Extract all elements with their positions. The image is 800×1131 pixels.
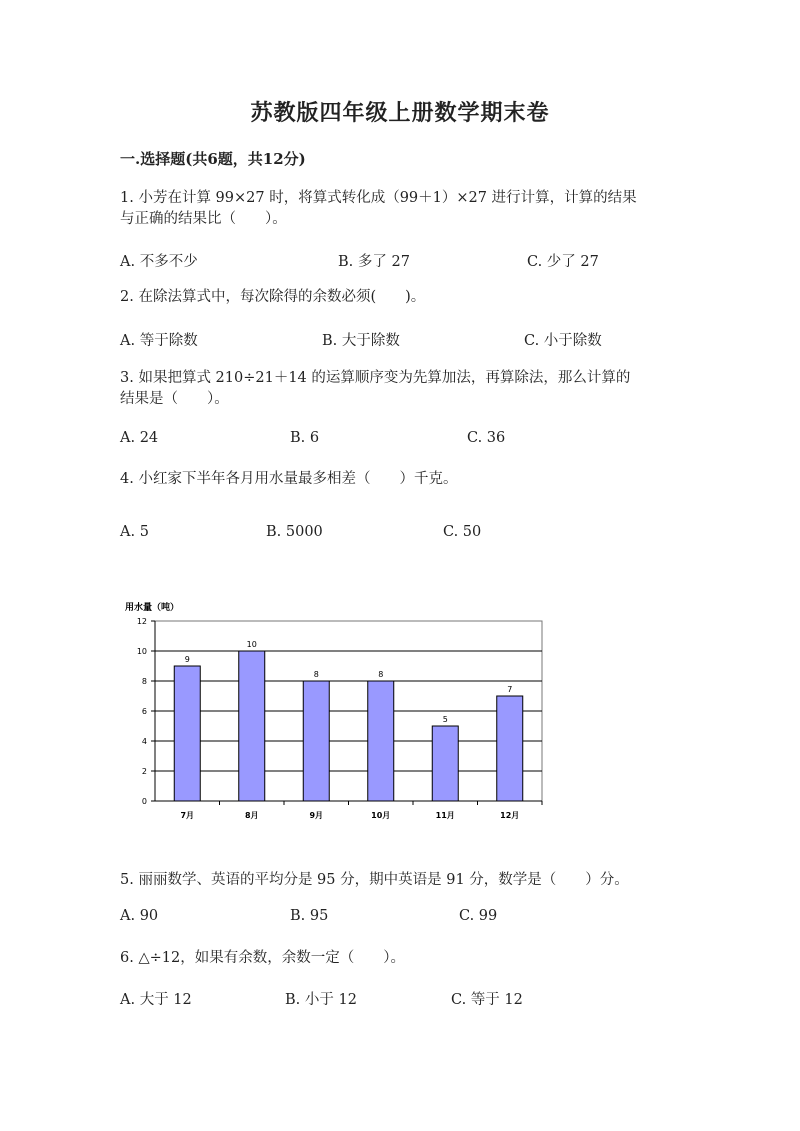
x-tick-label: 7月: [180, 811, 195, 820]
question-6-line-1: 6. △÷12，如果有余数，余数一定（ ）。: [120, 950, 405, 966]
question-6-option-a: A. 大于 12: [120, 992, 192, 1008]
question-3-option-a: A. 24: [120, 430, 159, 446]
question-4-line-1: 4. 小红家下半年各月用水量最多相差（ ）千克。: [120, 471, 458, 487]
y-tick-label: 10: [136, 647, 147, 656]
y-tick-label: 0: [141, 797, 147, 806]
x-tick-label: 12月: [500, 811, 520, 820]
y-tick-label: 2: [141, 767, 147, 776]
data-label: 10: [246, 640, 257, 649]
y-tick-label: 4: [141, 737, 147, 746]
question-1-option-a: A. 不多不少: [120, 254, 198, 270]
question-5-option-a: A. 90: [120, 908, 159, 924]
question-6-option-b: B. 小于 12: [285, 992, 357, 1008]
bar-11月: [432, 726, 458, 801]
data-label: 9: [184, 655, 190, 664]
section-heading: 一.选择题(共6题，共12分): [120, 150, 306, 168]
bar-8月: [239, 651, 265, 801]
question-1-option-c: C. 少了 27: [527, 254, 599, 270]
bar-9月: [303, 681, 329, 801]
bar-10月: [368, 681, 394, 801]
y-tick-label: 12: [136, 617, 147, 626]
question-3-line-1: 3. 如果把算式 210÷21＋14 的运算顺序变为先算加法，再算除法，那么计算的: [120, 370, 631, 386]
question-5-option-b: B. 95: [290, 908, 329, 924]
x-tick-label: 10月: [371, 811, 391, 820]
question-1-line-1: 1. 小芳在计算 99×27 时，将算式转化成（99＋1）×27 进行计算，计算的结果: [120, 190, 637, 206]
water-usage-bar-chart: [112, 596, 552, 826]
question-1-line-2: 与正确的结果比（ ）。: [120, 211, 287, 227]
bar-7月: [174, 666, 200, 801]
question-3-option-b: B. 6: [290, 430, 320, 446]
question-2-option-b: B. 大于除数: [322, 333, 400, 349]
question-5-line-1: 5. 丽丽数学、英语的平均分是 95 分，期中英语是 91 分，数学是（ ）分。: [120, 872, 629, 888]
y-axis-title: 用水量（吨）: [125, 603, 180, 613]
data-label: 8: [378, 670, 384, 679]
data-label: 8: [313, 670, 319, 679]
bar-12月: [497, 696, 523, 801]
question-2-option-a: A. 等于除数: [120, 333, 198, 349]
question-3-line-2: 结果是（ ）。: [120, 391, 229, 407]
question-5-option-c: C. 99: [459, 908, 498, 924]
question-4-option-a: A. 5: [120, 524, 149, 540]
question-4-option-c: C. 50: [443, 524, 482, 540]
x-tick-label: 11月: [435, 811, 455, 820]
question-4-option-b: B. 5000: [266, 524, 323, 540]
y-tick-label: 6: [141, 707, 147, 716]
data-label: 7: [507, 685, 513, 694]
x-tick-label: 9月: [309, 811, 324, 820]
question-2-option-c: C. 小于除数: [524, 333, 602, 349]
question-3-option-c: C. 36: [467, 430, 506, 446]
x-tick-label: 8月: [244, 811, 259, 820]
question-6-option-c: C. 等于 12: [451, 992, 523, 1008]
y-tick-label: 8: [141, 677, 147, 686]
question-2-line-1: 2. 在除法算式中，每次除得的余数必须( )。: [120, 289, 426, 305]
question-1-option-b: B. 多了 27: [338, 254, 410, 270]
page-title: 苏教版四年级上册数学期末卷: [250, 100, 550, 126]
data-label: 5: [442, 715, 448, 724]
